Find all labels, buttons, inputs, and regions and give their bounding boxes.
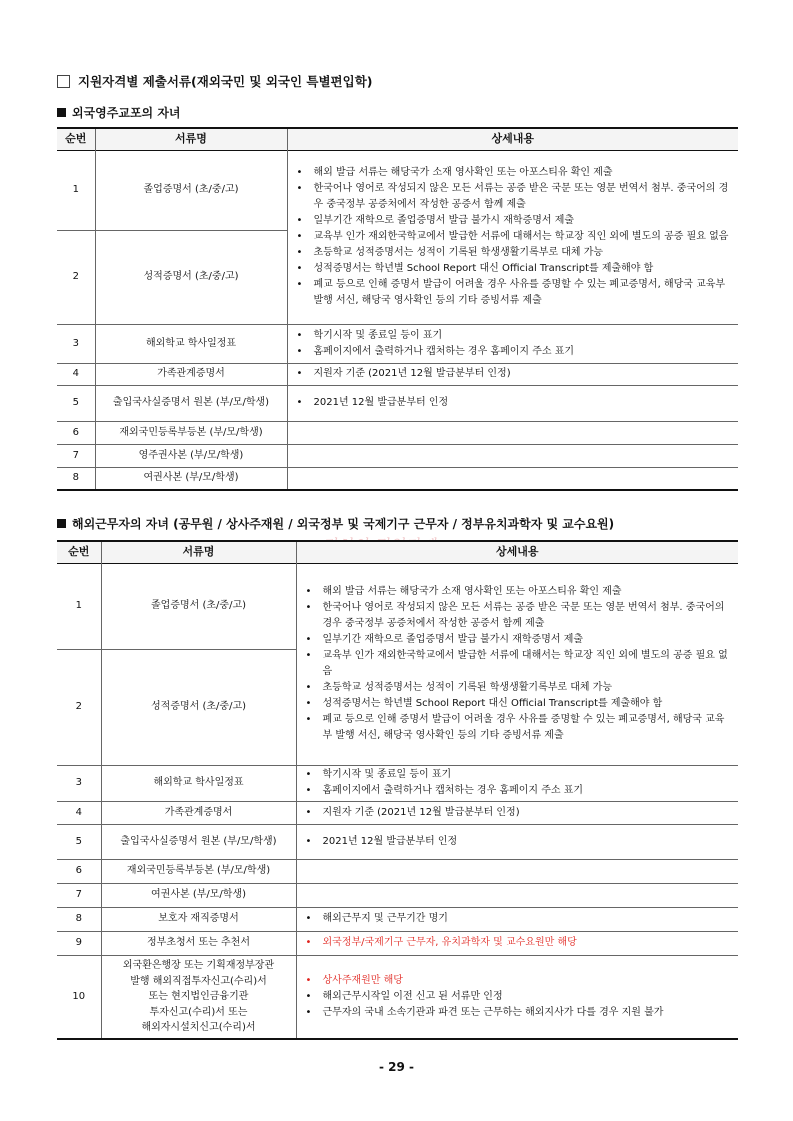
list-item: • 해외 발급 서류는 해당국가 소재 영사확인 또는 아포스티유 확인 제출 [303, 584, 735, 600]
header-detail: 상세내용 [495, 545, 539, 559]
list-item: • 초등학교 성적증명서는 성적이 기록된 학생생활기록부로 대체 가능 [303, 680, 735, 696]
list-item: • 홈페이지에서 출력하거나 캡처하는 경우 홈페이지 주소 표기 [294, 344, 735, 360]
square-bullet-icon [57, 108, 66, 117]
list-item: • 학기시작 및 종료일 등이 표기 [294, 328, 735, 344]
section2-title: 해외근무자의 자녀 (공무원 / 상사주재원 / 외국정부 및 국제기구 근무자 / 정부유치과학자 및 교수요원) [57, 515, 614, 532]
list-item: • 2021년 12월 발급분부터 인정 [294, 395, 735, 411]
list-item: • 한국어나 영어로 작성되지 않은 모든 서류는 공증 받은 국문 또는 영문 번역서 첨부. 중국어의 경우 중국정부 공증처에서 작성한 공증서 함께 제출 [294, 181, 735, 213]
header-name: 서류명 [95, 128, 287, 150]
header-name: 서류명 [101, 541, 296, 563]
list-item: • 폐교 등으로 인해 증명서 발급이 어려울 경우 사유를 증명할 수 있는 폐교증명서, 해당국 교육부 발행 서신, 해당국 영사확인 등의 기타 증빙서류 제출 [294, 277, 735, 309]
table-row: 8 보호자 재직증명서 • 해외근무지 및 근무기간 명기 [57, 907, 738, 931]
table-row: 6 재외국민등록부등본 (부/모/학생) [57, 859, 738, 883]
table-row: 7 여권사본 (부/모/학생) [57, 883, 738, 907]
list-item: • 지원자 기준 (2021년 12월 발급분부터 인정) [294, 366, 735, 382]
table-row: 1 졸업증명서 (초/중/고) • 해외 발급 서류는 해당국가 소재 영사확인 또는 아포스티유 확인 제출 • 한국어나 영어로 작성되지 않은 모든 서류는 공증 받은 국문 또는 영문 번역서 첨부. 중국어의 경우 중국정부 공증처에서 작성한 공증서 함께 제출 • 일부기간 재학으로 졸업증명서 발급 불가시 재학증명서 제출 • 교육부 인가 재외한국학교에서 발급한 서류에 대해서는 학교장 직인 외에 별도의 공증 필요 없음 • 초등학교 성적증명서는 성적이 기록된 학생생활기록부로 대체 가능 • 성적증명서는 학년별 School Report 대신 Official Transcript를 제출해야 함 • 폐교 등으로 인해 증명서 발급이 어려울 경우 사유를 증명할 수 있는 폐교증명서, 해당국 교육부 발행 서신, 해당국 영사확인 등의 기타 증빙서류 제출 [57, 563, 738, 649]
table-row: 4 가족관계증명서 • 지원자 기준 (2021년 12월 발급분부터 인정) [57, 801, 738, 824]
merged-detail-cell [287, 150, 738, 324]
list-item: • 교육부 인가 재외한국학교에서 발급한 서류에 대해서는 학교장 직인 외에 별도의 공증 필요 없음 [303, 648, 735, 680]
page-number: - 29 - [378, 1060, 414, 1074]
list-item: • 일부기간 재학으로 졸업증명서 발급 불가시 재학증명서 제출 [294, 213, 735, 229]
list-item: • 성적증명서는 학년별 School Report 대신 Official Transcript를 제출해야 함 [294, 261, 735, 277]
list-item: • 한국어나 영어로 작성되지 않은 모든 서류는 공증 받은 국문 또는 영문 번역서 첨부. 중국어의 경우 중국정부 공증처에서 작성한 공증서 함께 제출 [303, 600, 735, 632]
main-title: 지원자격별 제출서류(재외국민 및 외국인 특별편입학) [57, 72, 372, 90]
header-detail: 상세내용 [491, 132, 534, 146]
section2-table [57, 540, 738, 1040]
list-item: • 근무자의 국내 소속기관과 파견 또는 근무하는 해외지사가 다를 경우 지원 불가 [303, 1005, 735, 1021]
table-row: 7 영주권사본 (부/모/학생) [57, 444, 738, 467]
section1-table [57, 127, 738, 491]
list-item: • 홈페이지에서 출력하거나 캡처하는 경우 홈페이지 주소 표기 [303, 783, 735, 799]
list-item: • 2021년 12월 발급분부터 인정 [303, 834, 735, 850]
list-item: • 해외근무시작일 이전 신고 된 서류만 인정 [303, 989, 735, 1005]
table-row: 4 가족관계증명서 • 지원자 기준 (2021년 12월 발급분부터 인정) [57, 363, 738, 385]
header-num: 순번 [57, 128, 95, 150]
header-num: 순번 [57, 541, 101, 563]
table-row: 6 재외국민등록부등본 (부/모/학생) [57, 421, 738, 444]
list-item: • 교육부 인가 재외한국학교에서 발급한 서류에 대해서는 학교장 직인 외에 별도의 공증 필요 없음 [294, 229, 735, 245]
watermark: 리치의 편입카페 [322, 536, 437, 554]
list-item: • 초등학교 성적증명서는 성적이 기록된 학생생활기록부로 대체 가능 [294, 245, 735, 261]
list-item: • 해외 발급 서류는 해당국가 소재 영사확인 또는 아포스티유 확인 제출 [294, 165, 735, 181]
table-row: 10 외국환은행장 또는 기획재정부장관 발행 해외직접투자신고(수리)서 또는 현지법인금융기관 투자신고(수리)서 또는 해외자시설치신고(수리)서 • 상사주재원만 해당 • 해외근무시작일 이전 신고 된 서류만 인정 • 근무자의 국내 소속기관과 파견 또는 근무하는 해외지사가 다를 경우 지원 불가 [57, 955, 738, 1039]
list-item: • 폐교 등으로 인해 증명서 발급이 어려울 경우 사유를 증명할 수 있는 폐교증명서, 해당국 교육부 발행 서신, 해당국 영사확인 등의 기타 증빙서류 제출 [303, 712, 735, 744]
merged-detail-cell [296, 563, 738, 765]
list-item: • 지원자 기준 (2021년 12월 발급분부터 인정) [303, 805, 735, 821]
table-row: 8 여권사본 (부/모/학생) [57, 467, 738, 490]
list-item: • 일부기간 재학으로 졸업증명서 발급 불가시 재학증명서 제출 [303, 632, 735, 648]
table-row: 9 정부초청서 또는 추천서 • 외국정부/국제기구 근무자, 유치과학자 및 교수요원만 해당 [57, 931, 738, 955]
table-row: 2 성적증명서 (초/중/고) [57, 649, 738, 765]
checkbox-icon [57, 75, 70, 88]
square-bullet-icon [57, 519, 66, 528]
table-row: 1 졸업증명서 (초/중/고) • 해외 발급 서류는 해당국가 소재 영사확인 또는 아포스티유 확인 제출 • 한국어나 영어로 작성되지 않은 모든 서류는 공증 받은 국문 또는 영문 번역서 첨부. 중국어의 경우 중국정부 공증처에서 작성한 공증서 함께 제출 • 일부기간 재학으로 졸업증명서 발급 불가시 재학증명서 제출 • 교육부 인가 재외한국학교에서 발급한 서류에 대해서는 학교장 직인 외에 별도의 공증 필요 없음 • 초등학교 성적증명서는 성적이 기록된 학생생활기록부로 대체 가능 • 성적증명서는 학년별 School Report 대신 Official Transcript를 제출해야 함 • 폐교 등으로 인해 증명서 발급이 어려울 경우 사유를 증명할 수 있는 폐교증명서, 해당국 교육부 발행 서신, 해당국 영사확인 등의 기타 증빙서류 제출 [57, 150, 738, 230]
table-row: 5 출입국사실증명서 원본 (부/모/학생) • 2021년 12월 발급분부터 인정 [57, 824, 738, 859]
list-item: • 학기시작 및 종료일 등이 표기 [303, 767, 735, 783]
table-row: 5 출입국사실증명서 원본 (부/모/학생) • 2021년 12월 발급분부터 인정 [57, 385, 738, 421]
list-item: • 해외근무지 및 근무기간 명기 [303, 911, 735, 927]
list-item: • 성적증명서는 학년별 School Report 대신 Official Transcript를 제출해야 함 [303, 696, 735, 712]
table-row: 3 해외학교 학사일정표 • 학기시작 및 종료일 등이 표기 • 홈페이지에서 출력하거나 캡처하는 경우 홈페이지 주소 표기 [57, 324, 738, 363]
table-row: 3 해외학교 학사일정표 • 학기시작 및 종료일 등이 표기 • 홈페이지에서 출력하거나 캡처하는 경우 홈페이지 주소 표기 [57, 765, 738, 801]
section1-title: 외국영주교포의 자녀 [57, 104, 181, 121]
list-item: • 상사주재원만 해당 [303, 973, 735, 989]
table-row: 2 성적증명서 (초/중/고) [57, 230, 738, 324]
list-item: • 외국정부/국제기구 근무자, 유치과학자 및 교수요원만 해당 [303, 935, 735, 951]
